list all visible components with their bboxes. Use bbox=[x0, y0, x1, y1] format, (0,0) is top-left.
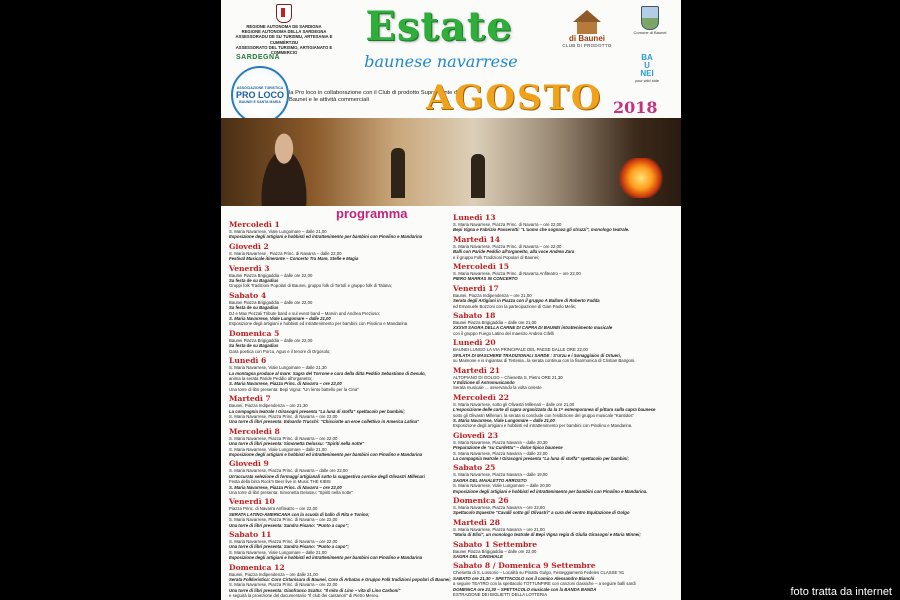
event-detail: Serata degli Artigiani in Piazza con il gruppo A Ballare di Roberto Fadda bbox=[453, 298, 600, 304]
event-item bbox=[453, 235, 675, 260]
event-detail: Festival Musicale itinerante – Concerto Tra Mare, Stelle e Magia bbox=[229, 256, 359, 262]
event-detail: Balli con Paride Peddio all'organetto, alla voce Andrea Zara bbox=[453, 249, 575, 255]
intro-text: la Pro loco in collaborazione con il Club di prodotto Supramonte di Baunei e le attività commerciali bbox=[289, 90, 459, 103]
event-detail: Esposizione degli artigiani e hobbisti ed intrattenimento per bambini con Pinolino e Mandarina bbox=[229, 321, 408, 327]
event-detail: S. Maria Navarrese, Viale Lungomare – dalle 21,00 bbox=[229, 549, 327, 555]
event-detail: Sa festa de su Bagadius bbox=[229, 343, 279, 349]
event-day: Martedì 14 bbox=[453, 234, 501, 244]
event-item bbox=[229, 291, 451, 327]
event-item bbox=[229, 563, 451, 599]
event-detail: S. Maria Navarrese, Piazza Princ. di Navarra – ore 22,00 bbox=[453, 243, 562, 249]
event-detail: La compagnia teatrale I Girasogni presenta "La luna di stoffa" spettacolo per bambini; bbox=[229, 408, 405, 414]
event-detail: Piazza Princ. di Navarra Anfiteatro – ore 22,00 bbox=[229, 506, 318, 512]
event-item bbox=[453, 540, 675, 560]
event-day: Venerdì 17 bbox=[453, 283, 499, 293]
event-detail: Baunei Piazza Brigigaddia – dalle ore 21,00 bbox=[453, 320, 537, 326]
event-item bbox=[229, 220, 451, 240]
event-item bbox=[453, 463, 675, 494]
event-detail: Una torre di libri presenta: Simonetta Delussu: "Spiriti nella notte" bbox=[229, 490, 353, 495]
event-day: Mercoledì 22 bbox=[453, 392, 510, 402]
event-item bbox=[453, 561, 675, 597]
event-detail: Sa festa de su Bagadius bbox=[229, 278, 279, 284]
event-detail: V Edizione di Astromusicando bbox=[453, 379, 515, 385]
event-detail: SAGRA DEL MAIALETTO ARROSTO bbox=[453, 477, 527, 483]
event-item bbox=[453, 284, 675, 309]
event-detail: con il gruppo Fuego Latino del maestro Andrea Cifelli bbox=[453, 330, 555, 336]
event-detail: S. Maria Navarrese, Viale Lungomare – dalle 21,00 bbox=[229, 446, 327, 452]
event-day: Sabato 1 Settembre bbox=[453, 539, 538, 549]
event-detail: ed Emanuele Bozzoni con la partecipazione di Gian Paolo Melis; bbox=[453, 303, 577, 309]
event-detail: Una torre di libri presenta: Simonetta Delussu: "Spiriti nella notte" bbox=[229, 441, 365, 447]
event-detail: PIERO MARRAS IN CONCERTO bbox=[453, 276, 518, 282]
event-detail: Esposizione degli artigiani e hobbisti ed intrattenimento per bambini con Pinolino e Mandarina bbox=[229, 234, 423, 240]
event-item bbox=[229, 329, 451, 354]
event-detail: S. Maria Navarrese, Viale Lungomare – dalle 20,00 bbox=[453, 483, 551, 489]
event-day: Sabato 11 bbox=[229, 530, 272, 540]
event-day: Martedì 21 bbox=[453, 365, 501, 375]
pro-loco-logo: ASSOCIAZIONE TURISTICA PRO LOCO BAUNEI E SANTA MARIA bbox=[231, 66, 289, 124]
event-detail: Esposizione degli artigiani e hobbisti ed intrattenimento per bambini con Pinolino e Mandarina bbox=[229, 451, 423, 457]
event-item bbox=[229, 427, 451, 458]
event-detail: DOMENICA ore 21,30 – SPETTACOLO musicale con la BANDA BANDA bbox=[453, 586, 597, 592]
event-day: Giovedì 9 bbox=[229, 459, 269, 469]
events-column-left bbox=[229, 220, 451, 600]
event-detail: Chiesetta di S. Lussorio – Località su Pinattu Golgo, Festeggiamenti Fedeles CLASSE '81 bbox=[453, 570, 625, 576]
event-detail: S. Maria Navarrese, Viale Lungomare – dalle 21,30 bbox=[229, 365, 327, 371]
comune-shield-icon bbox=[641, 6, 659, 30]
event-item bbox=[229, 242, 451, 262]
event-item bbox=[453, 338, 675, 363]
event-day: Lunedì 6 bbox=[229, 356, 267, 366]
event-detail: Baunei Piazza Brigigaddia – dalle ore 22,00 bbox=[229, 299, 313, 305]
event-detail: SERATA LATINO-AMERICANA con la scuola di ballo di Rita e Tonino; bbox=[229, 511, 370, 517]
poster-subtitle: baunese navarrese bbox=[364, 52, 518, 71]
event-detail: Baunei Piazza Brigigaddia – dalle ore 22,00 bbox=[453, 548, 537, 554]
event-detail: Gara poetica con Porcu, Agus e il tenore di Orgosolo; bbox=[229, 348, 331, 354]
event-detail: S. Maria Navarrese, Piazza Princ. di Navarra – ore 22,00 bbox=[229, 435, 338, 441]
event-detail: Esposizione degli artigiani e hobbisti ed intrattenimento per bambini con Pinolino e Mandarina. bbox=[453, 423, 633, 429]
event-detail: S. Maria Navarrese, Piazza Princ. di Navarra – ore 22,00 bbox=[229, 484, 342, 490]
event-detail: su Maimone e is ingiantas di Tertenia...la serata continua con la fisarmonica di Cristian Bangoni. bbox=[453, 358, 636, 364]
event-detail: Spettacolo Equestre "Cavalli sotto gli Olivastri" a cura del centro Equitazione di Golgo bbox=[453, 510, 630, 516]
event-day: Martedì 7 bbox=[229, 394, 271, 404]
event-day: Mercoledì 1 bbox=[229, 220, 280, 229]
event-detail: S. Maria Navarrese, Viale Lungomare – dalle 21,00 bbox=[453, 417, 555, 423]
event-detail: Baunei, Piazza Indipendenza – ore 21,30 bbox=[229, 403, 308, 409]
region-crest-icon bbox=[276, 4, 292, 23]
event-detail: S. Maria Navarrese, Piazza Princ. di Navarra – ore 22,00 bbox=[229, 517, 338, 523]
poster-title: Estate bbox=[365, 3, 513, 50]
month-title: AGOSTO bbox=[426, 78, 603, 118]
event-detail: anima la serata Paride Peddio all'organetto; bbox=[229, 375, 313, 381]
event-poster bbox=[221, 0, 681, 600]
event-detail: Gruppi folk Tradizioni Popolari di Baunei, gruppo folk di Tortolì e gruppo folk di Talana; bbox=[229, 283, 392, 289]
event-detail: S. Maria Navarrese, Piazza Princ. di Navarra – ore 22,00 bbox=[229, 582, 338, 588]
event-day: Mercoledì 8 bbox=[229, 426, 280, 436]
event-day: Martedì 28 bbox=[453, 517, 501, 527]
event-detail: Bepi Vigna e Fabrizio Passerotti: "L'uomo che sognava gli struzzi", monologo teatrale. bbox=[453, 227, 630, 233]
event-detail: S. Maria Navarrese, Piazza Navarra – ore 22,00 bbox=[453, 505, 545, 510]
event-item bbox=[229, 394, 451, 425]
person-figure bbox=[391, 148, 405, 198]
poster-header bbox=[221, 0, 681, 205]
event-detail: Sa festa de su Bagadius bbox=[229, 305, 279, 311]
event-detail: Preparazione de "su Cunfettu" – dolce tipico baunese bbox=[453, 445, 563, 451]
year-label: 2018 bbox=[613, 98, 658, 117]
event-day: Mercoledì 15 bbox=[453, 262, 510, 272]
event-detail: ALTOPIANO DI GOLGO – Chiesetta S. Pietro ORE 21,30 bbox=[453, 374, 563, 380]
event-day: Sabato 25 bbox=[453, 463, 496, 473]
event-detail: Esposizione degli artigiani e hobbisti ed intrattenimento per bambini con Pinolino e Mandarina. bbox=[453, 488, 648, 494]
event-item bbox=[453, 311, 675, 336]
event-detail: S. Maria Navarrese, Piazza Navarra – dalle 22,00 bbox=[453, 450, 548, 456]
event-detail: Una torre di libri presenta: Sandra Pisano: "Punto a capo"; bbox=[229, 522, 349, 528]
event-detail: S. Maria Navarrese, Piazza Princ. di Navarra – ore 22,00 bbox=[229, 539, 338, 545]
event-day: Lunedì 20 bbox=[453, 338, 496, 348]
event-detail: SAGRA DEL CINGHIALE bbox=[453, 554, 503, 560]
event-item bbox=[229, 530, 451, 561]
event-detail: S. Maria Navarrese, Piazza Princ. di Navarra – ore 22,00 bbox=[229, 381, 342, 387]
event-detail: e il gruppo Folk Tradizioni Popolari di Baunei; bbox=[453, 254, 540, 260]
event-detail: L'esposizione delle carte di capra organizzata da la 1^ estemporanea di pittura sulla capra baunese bbox=[453, 407, 656, 413]
event-day: Sabato 18 bbox=[453, 311, 496, 321]
event-detail: SFILATA DI MASCHERE TRADIZIONALI SARDE : S'Urzu e i Sonaggiaios di Ortueri, bbox=[453, 352, 622, 358]
event-item bbox=[229, 497, 451, 528]
event-detail: Esposizione degli artigiani e hobbisti ed intrattenimento per bambini con Pinolino e Mandarina bbox=[229, 555, 423, 561]
event-detail: S. Maria Navarrese, Piazza Princ. di Navarra Anfiteatro – ore 22,00 bbox=[453, 271, 581, 277]
event-detail: Una torre di libri presenta: Sandra Pisano: "Punto a capo"; bbox=[229, 544, 349, 550]
event-day: Lunedì 13 bbox=[453, 213, 496, 222]
event-day: Giovedì 23 bbox=[453, 430, 499, 440]
event-item bbox=[229, 264, 451, 289]
event-item bbox=[453, 393, 675, 429]
event-item bbox=[229, 459, 451, 495]
event-detail: S. Maria Navarrese , Piazza Princ. di Navarra – dalle 22,00 bbox=[229, 250, 342, 256]
event-detail: BAUNEI LUNGO LA VIA PRINCIPALE DEL PAESE DALLE ORE 22,00 bbox=[453, 347, 588, 353]
event-detail: S. Maria Navarrese, Piazza Princ. di Navarra – ore 22,00 bbox=[229, 413, 338, 419]
event-item bbox=[453, 496, 675, 516]
event-day: Venerdì 10 bbox=[229, 497, 275, 507]
singer-figure bbox=[249, 124, 319, 206]
event-detail: XXXVII SAGRA DELLA CARNE DI CAPRA DI BAUNEI intrattenimento musicale bbox=[453, 325, 613, 331]
event-detail: Baunei Piazza Brigigaddia – dalle ore 22,00 bbox=[229, 337, 313, 343]
event-day: Giovedì 2 bbox=[229, 241, 269, 251]
event-day: Domenica 26 bbox=[453, 496, 509, 505]
baunei-brand-logo: BA U NEI your wild side bbox=[634, 53, 660, 83]
event-detail: Un'accurata selezione di formaggi artigianali sotto la suggestiva cornice degli Olivastri Millenari bbox=[229, 473, 425, 479]
event-item bbox=[453, 366, 675, 391]
event-detail: S. Maria Navarrese, Piazza Princ. di Navarra – dalle ore 22,00 bbox=[229, 468, 348, 474]
event-detail: Baunei, Piazza Indipendenza – ore dalle 21,00 bbox=[229, 571, 318, 577]
event-detail: S. Maria Navarrese, sotto gli Olivastri Millenari – dalle ore 21,00 bbox=[453, 401, 575, 407]
event-day: Domenica 12 bbox=[229, 562, 285, 572]
event-day: Domenica 5 bbox=[229, 328, 280, 338]
event-detail: S. Maria Navarrese, Viale Lungomare – dalle 21,00 bbox=[229, 229, 327, 234]
event-detail: Baunei Piazza Brigigaddia – dalle ore 22,00 bbox=[229, 272, 313, 278]
event-item bbox=[453, 518, 675, 538]
comune-logo: Comune di Baunei bbox=[629, 6, 671, 35]
event-detail: "Maria di Elisi", un monologo teatrale di Bepi Vigna regia di Giulia Girasogni e Maria Minnei; bbox=[453, 532, 641, 538]
sardegna-label: SARDEGNA bbox=[236, 54, 281, 61]
event-detail: Serata musicale ... osservando la volta celeste bbox=[453, 385, 542, 391]
event-detail: S. Maria Navarrese, Piazza Navarra – ore 21,00 bbox=[453, 526, 545, 532]
event-detail: Baunei, Piazza Indipendenza – ore 21,00 bbox=[453, 292, 532, 298]
event-detail: Festa della birra Rock'n Beer live in Music THE KIBIS bbox=[229, 479, 331, 485]
event-detail: Una torre di libri presenta: Edoardo Trucchi: "Chisciotte un eroe collettivo in America Latina" bbox=[229, 419, 420, 425]
region-logo: REGIONE AUTONOMA DE SARDIGNA REGIONE AUTONOMA DELLA SARDEGNA ASSESSORADU DE SU TURISMU, ARTESANIA E CUMMÈRTZIU ASSESSORATO DEL TURISMO, ARTIGIANATO E COMMERCIO bbox=[229, 4, 339, 55]
person-figure bbox=[471, 154, 485, 198]
event-detail: Una torre di libri presenta: Bepi Vigna: "Un lento battello per la Cina" bbox=[229, 386, 359, 392]
event-item bbox=[453, 431, 675, 462]
event-detail: a seguire TEATRO con la spettacolo TOTTUNPIRE con canzoni classiche – a seguire balli sardi bbox=[453, 581, 636, 587]
event-day: Sabato 8 / Domenica 9 Settembre bbox=[453, 561, 596, 571]
club-prodotto-logo: di Baunei CLUB DI PRODOTTO bbox=[556, 8, 618, 48]
event-detail: ESTRAZIONE DEI BIGLIETTI DELLA LOTTERIA bbox=[453, 592, 548, 598]
event-item bbox=[453, 262, 675, 282]
event-detail: S. Maria Navarrese, Piazza Princ. di Navarra – ore 22,00 bbox=[453, 222, 562, 227]
fire-icon bbox=[616, 158, 666, 198]
programma-heading: programma bbox=[336, 206, 408, 221]
header-photo bbox=[221, 118, 681, 206]
events-column-right bbox=[453, 213, 675, 599]
event-detail: sotto gli Olivastri Millenari, la serata si conclude con l'esibizione del gruppo musicale "Kantidos" bbox=[453, 412, 635, 418]
photo-credit: foto tratta da internet bbox=[790, 586, 892, 598]
event-detail: La montagna produce al mare: Sagra del Torrone e cura della ditta Peddio Sebastiano di Desulo, bbox=[229, 370, 426, 376]
house-icon bbox=[569, 8, 605, 34]
event-day: Sabato 4 bbox=[229, 290, 267, 300]
event-day: Venerdì 3 bbox=[229, 263, 270, 273]
event-detail: Serata Folkloristica: Coro Cirtanisura di Baunei, Coro di Arbatax e Gruppo Folk tradizioni popolari di Baunei; bbox=[229, 577, 451, 583]
event-detail: S. Maria Navarrese, Viale Lungomare – dalle 21,00 bbox=[229, 316, 331, 322]
event-detail: e seguirà la proiezione del documentario "Il club dei cantanori" di Pietro Mereu. bbox=[229, 593, 380, 599]
event-item bbox=[229, 356, 451, 392]
event-detail: DJ e Max Pezzali Tribute band e sul event band – Marvin and Andrea Prezioso; bbox=[229, 310, 380, 316]
event-detail: Una torre di libri presenta: Gianfranco Scattu: "Il mito di Lino – vita di Lino Carboni" bbox=[229, 587, 401, 593]
event-detail: La compagnia teatrale I Girasogni presenta "La luna di stoffa" spettacolo per bambini; bbox=[453, 455, 629, 461]
event-detail: SABATO ore 21,30 – SPETTACOLO con il comico Alessandro Bianchi bbox=[453, 575, 595, 581]
event-item bbox=[453, 213, 675, 233]
event-detail: S. Maria Navarrese, Piazza Navarra – dalle 19,00 bbox=[453, 472, 548, 478]
event-detail: S. Maria Navarrese, Piazza Navarra – dalle 20,30 bbox=[453, 439, 548, 445]
